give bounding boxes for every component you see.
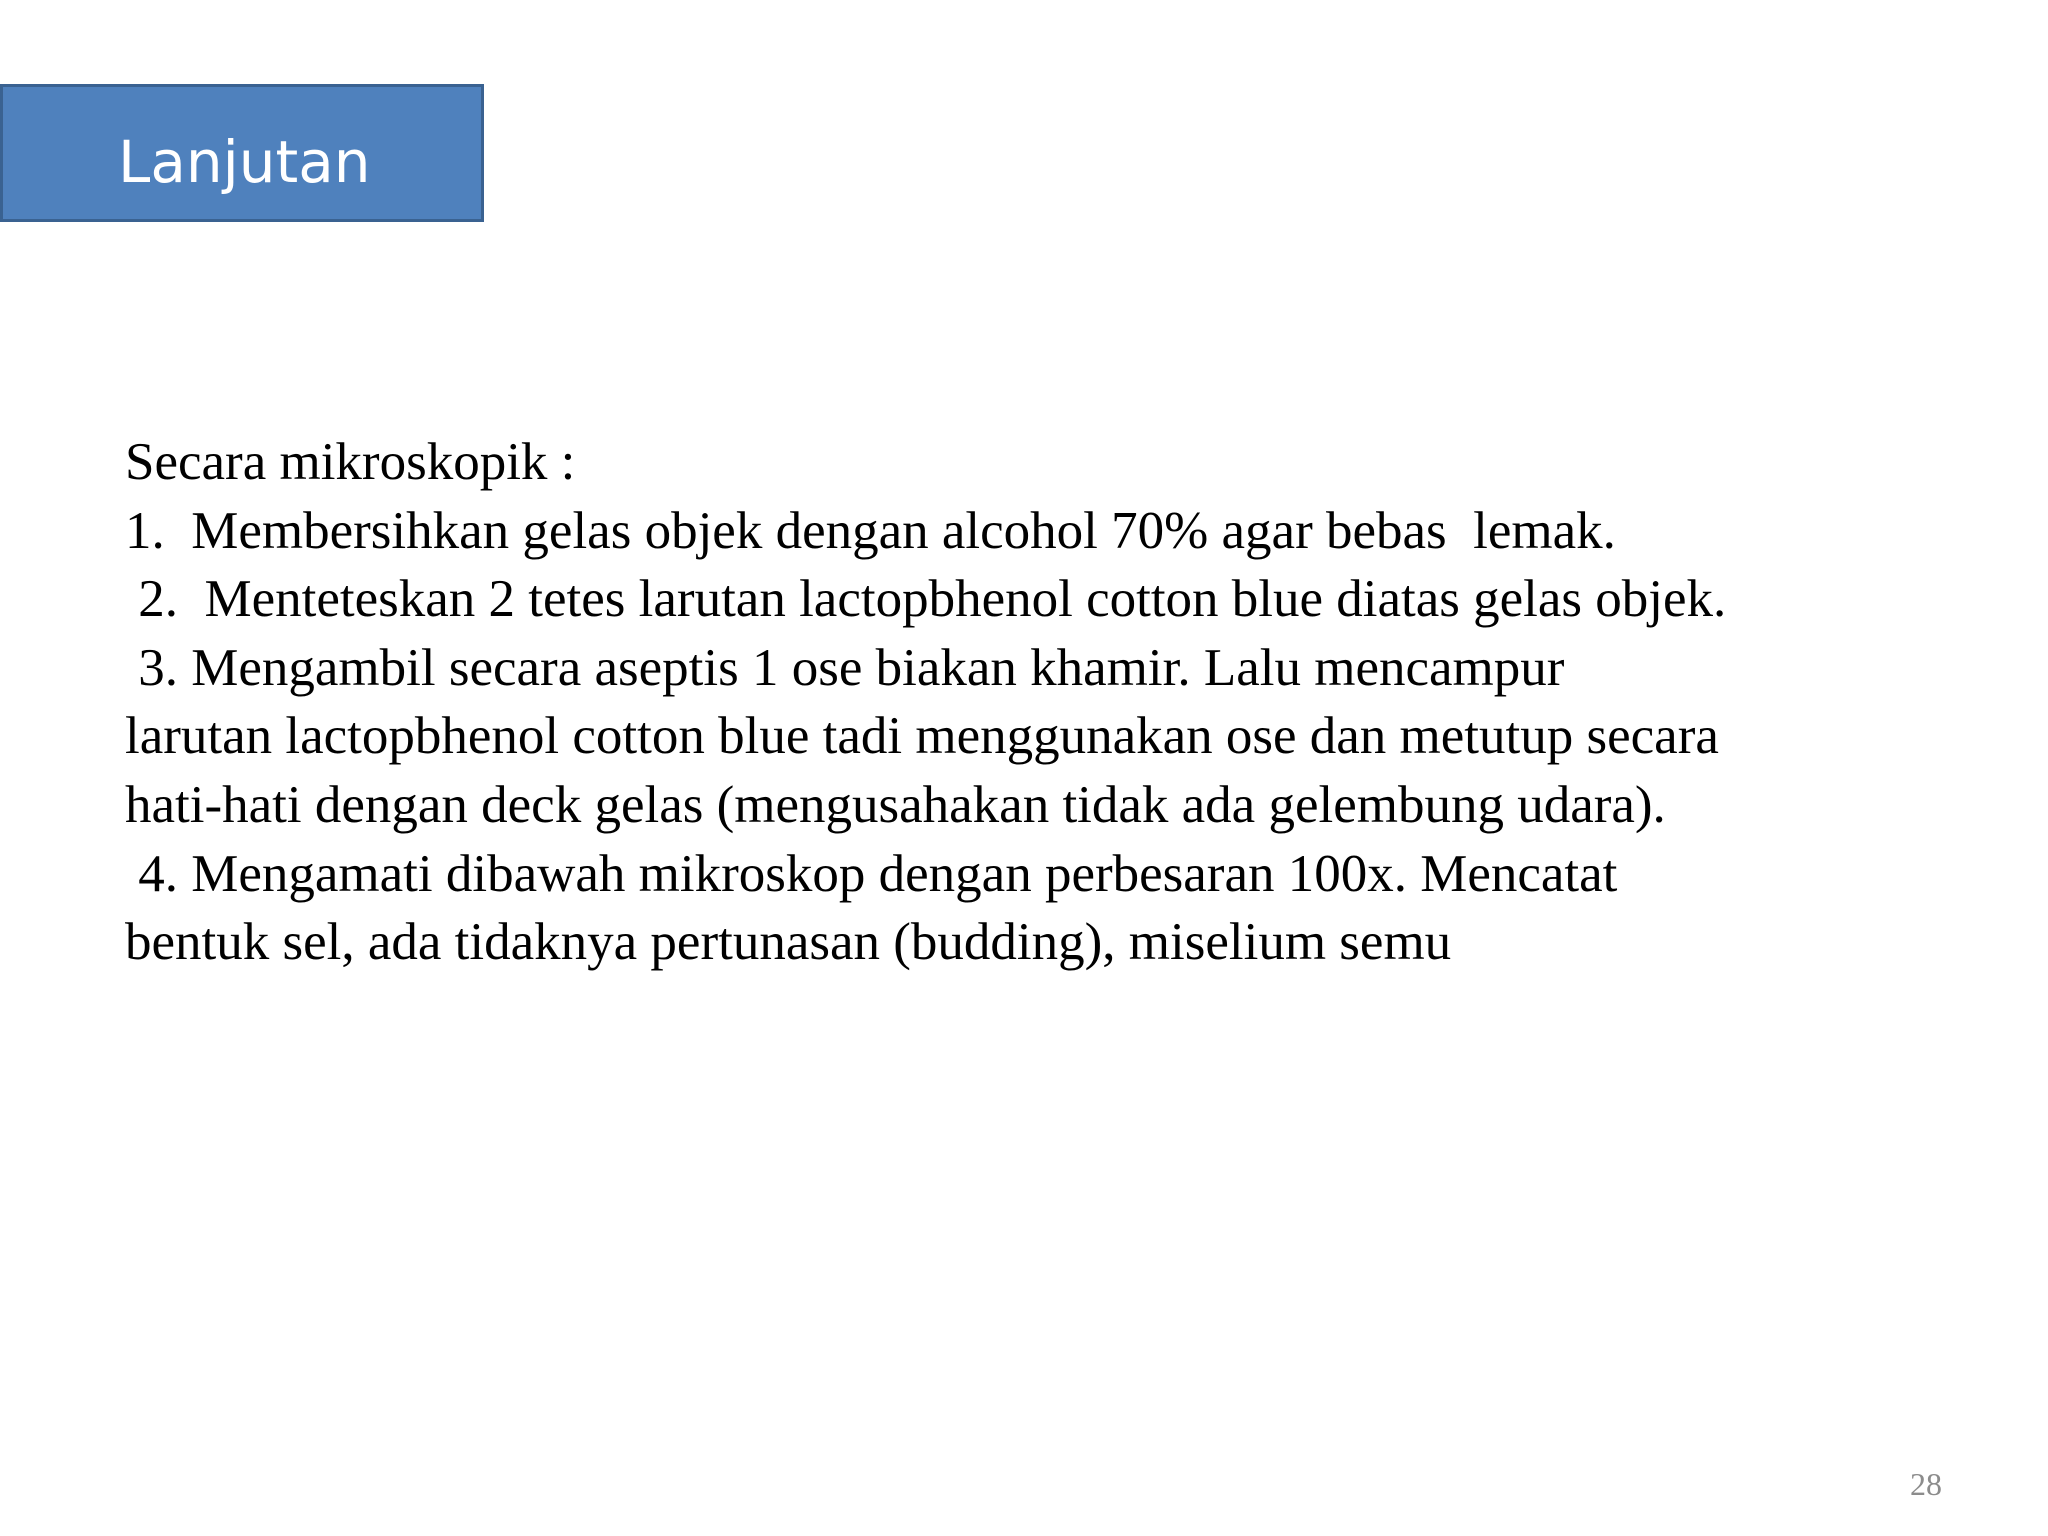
body-step-3-line-3: hati-hati dengan deck gelas (mengusahakan tidak ada gelembung udara).	[125, 775, 1666, 834]
body-step-1-line: 1. Membersihkan gelas objek dengan alcohol 70% agar bebas lemak.	[125, 501, 1616, 560]
body-step-3-line-2: larutan lactopbhenol cotton blue tadi menggunakan ose dan metutup secara	[125, 707, 1719, 766]
slide-body	[125, 428, 1945, 977]
body-step-4-line-2: bentuk sel, ada tidaknya pertunasan (budding), miselium semu	[125, 913, 1452, 972]
body-step-3-line-1: 3. Mengambil secara aseptis 1 ose biakan khamir. Lalu mencampur	[125, 638, 1565, 697]
body-step-4-line-1: 4. Mengamati dibawah mikroskop dengan perbesaran 100x. Mencatat	[125, 844, 1618, 903]
body-intro-line: Secara mikroskopik :	[125, 433, 576, 491]
slide-title: Lanjutan	[118, 128, 371, 196]
page-number: 28	[1910, 1466, 1942, 1502]
body-step-2-line: 2. Menteteskan 2 tetes larutan lactopbhenol cotton blue diatas gelas objek.	[125, 570, 1727, 629]
